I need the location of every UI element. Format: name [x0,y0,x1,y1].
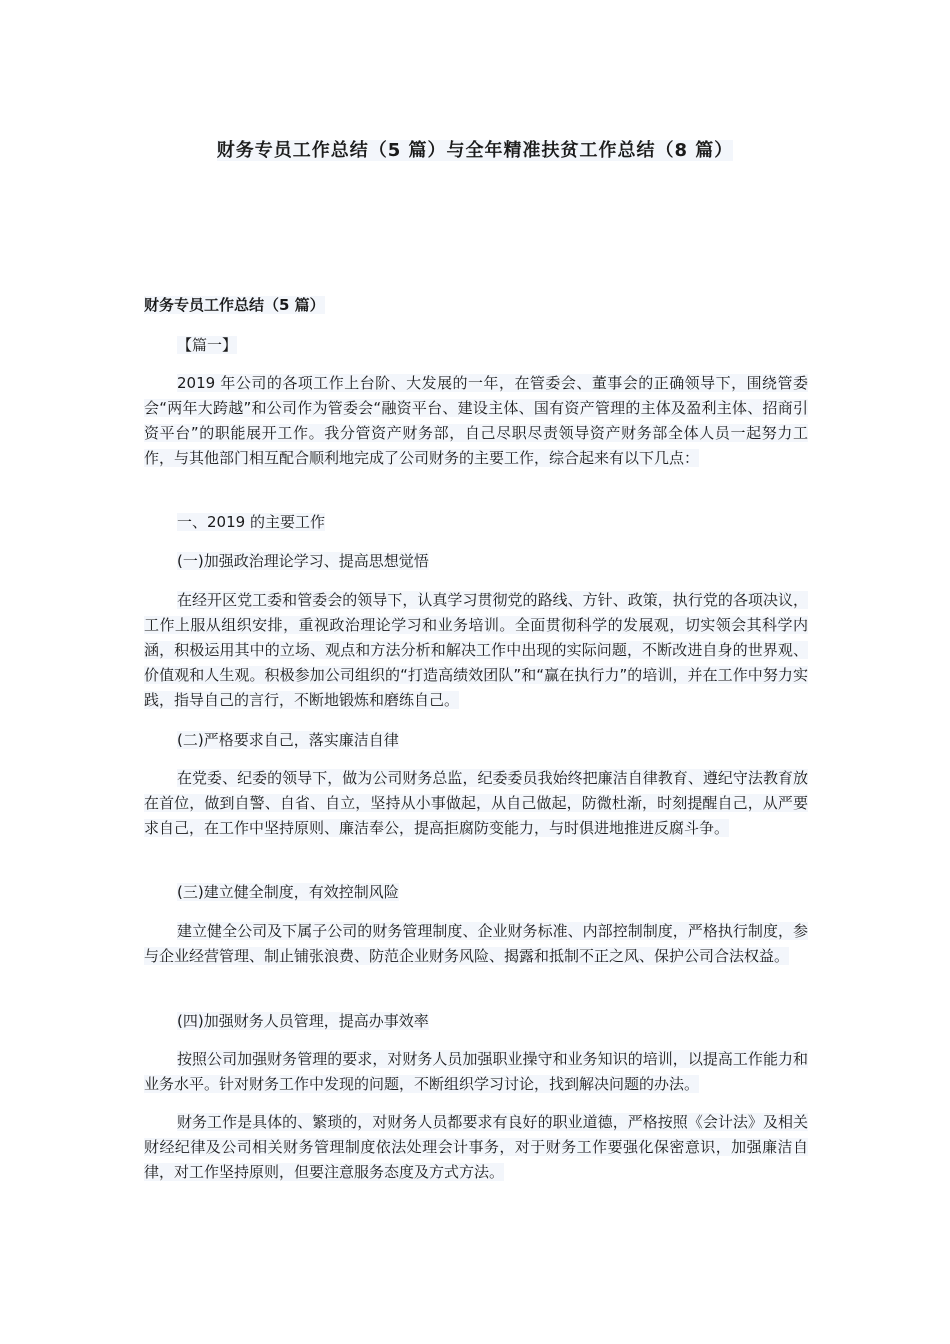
heading-system-building [144,880,808,905]
paragraph-political-study [144,588,808,713]
heading-staff-management-text: (四)加强财务人员管理，提高办事效率 [177,1012,429,1030]
section-title-text: 财务专员工作总结（5 篇） [144,296,325,314]
paragraph-political-study-text: 在经开区党工委和管委会的领导下，认真学习贯彻党的路线、方针、政策，执行党的各项决议，工作上服从组织安排，重视政治理论学习和业务培训。全面贯彻科学的发展观，切实领会其科学内涵，积极运用其中的立场、观点和方法分析和解决工作中出现的实际问题，不断改进自身的世界观、价值观和人生观。积极参加公司组织的“打造高绩效团队”和“赢在执行力”的培训，并在工作中努力实践，指导自己的言行，不断地锻炼和磨练自己。 [144,591,808,709]
paragraph-intro-text: 2019 年公司的各项工作上台阶、大发展的一年，在管委会、董事会的正确领导下，围绕管委会“两年大跨越”和公司作为管委会“融资平台、建设主体、国有资产管理的主体及盈利主体、招商引资平台”的职能展开工作。我分管资产财务部，自己尽职尽责领导资产财务部全体人员一起努力工作，与其他部门相互配合顺利地完成了公司财务的主要工作，综合起来有以下几点： [144,374,808,467]
paragraph-finance-ethics [144,1110,808,1185]
heading-system-building-text: (三)建立健全制度，有效控制风险 [177,883,399,901]
heading-self-discipline [144,728,808,753]
heading-main-work-text: 一、2019 的主要工作 [177,513,325,531]
heading-political-study [144,549,808,574]
paragraph-staff-management-text: 按照公司加强财务管理的要求，对财务人员加强职业操守和业务知识的培训，以提高工作能力和业务水平。针对财务工作中发现的问题，不断组织学习讨论，找到解决问题的办法。 [144,1050,808,1093]
heading-political-study-text: (一)加强政治理论学习、提高思想觉悟 [177,552,429,570]
chapter-label [144,333,808,358]
chapter-label-text: 【篇一】 [177,336,238,354]
document-title-text: 财务专员工作总结（5 篇）与全年精准扶贫工作总结（8 篇） [216,140,734,161]
paragraph-system-building [144,919,808,969]
paragraph-self-discipline-text: 在党委、纪委的领导下，做为公司财务总监，纪委委员我始终把廉洁自律教育、遵纪守法教育放在首位，做到自警、自省、自立，坚持从小事做起，从自己做起，防微杜渐，时刻提醒自己，从严要求自己，在工作中坚持原则、廉洁奉公，提高拒腐防变能力，与时俱进地推进反腐斗争。 [144,769,808,837]
paragraph-self-discipline [144,766,808,841]
heading-staff-management [144,1009,808,1034]
heading-self-discipline-text: (二)严格要求自己，落实廉洁自律 [177,731,399,749]
paragraph-system-building-text: 建立健全公司及下属子公司的财务管理制度、企业财务标准、内部控制制度，严格执行制度，参与企业经营管理、制止铺张浪费、防范企业财务风险、揭露和抵制不正之风、保护公司合法权益。 [144,922,808,965]
paragraph-intro [144,371,808,471]
section-title [144,294,325,315]
paragraph-finance-ethics-text: 财务工作是具体的、繁琐的，对财务人员都要求有良好的职业道德，严格按照《会计法》及相关财经纪律及公司相关财务管理制度依法处理会计事务，对于财务工作要强化保密意识，加强廉洁自律，对工作坚持原则，但要注意服务态度及方式方法。 [144,1113,808,1181]
document-title [0,136,950,162]
paragraph-staff-management [144,1047,808,1097]
heading-main-work [144,510,808,535]
